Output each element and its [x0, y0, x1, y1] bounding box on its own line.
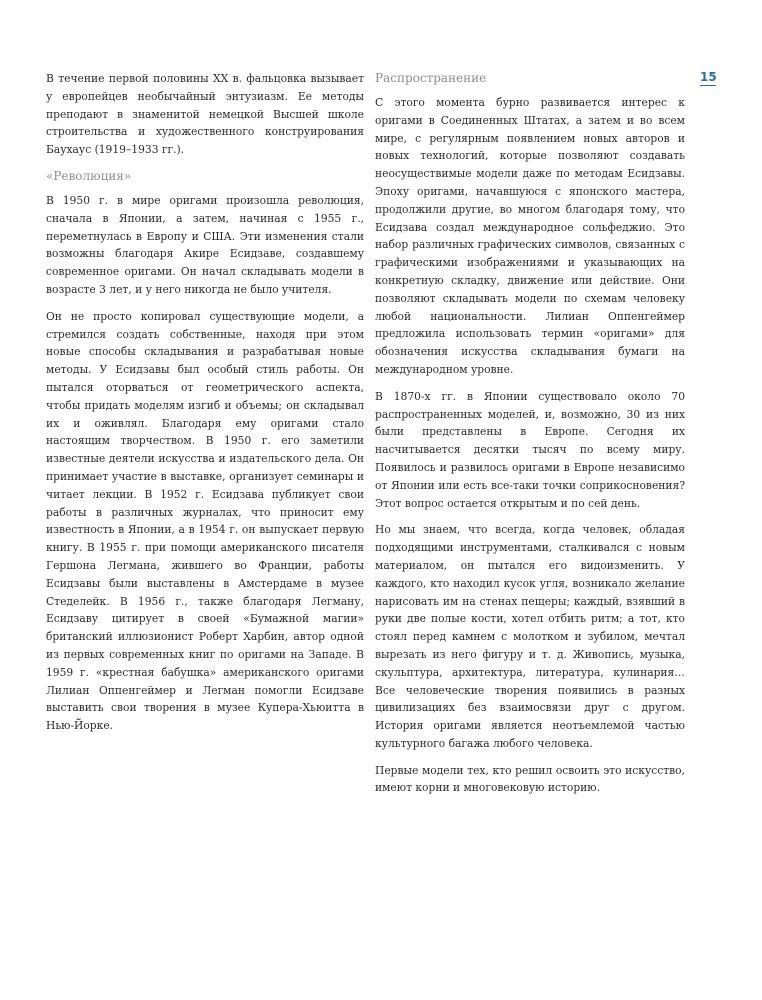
- paragraph: Первые модели тех, кто решил освоить это искусство, имеют корни и многовековую историю.: [375, 763, 685, 795]
- paragraph: С этого момента бурно развивается интерес к оригами в Соединенных Штатах, а затем и во всем мире, с регулярным появлением новых авторов и новых технологий, которые позволяют создавать неосуществимые модели даже по методам Есидзавы. Эпоху оригами, начавшуюся с японского мастера, продолжили другие, во многом благодаря тому, что Есидзава создал международное сольфеджио. Это набор различных графических символов, связанных с графическими изображениями и указывающих на конкретную складку, движение или действие. Они позволяют складывать модели по схемам человеку любой национальности. Лилиан Оппенгеймер предложила использовать термин «оригами» для обозначения искусства складывания бумаги на международном уровне.: [375, 96, 685, 376]
- section-heading-revolution: «Революция»: [46, 168, 132, 183]
- right-column: [375, 70, 685, 806]
- paragraph: В 1950 г. в мире оригами произошла революция, сначала в Японии, а затем, начиная с 1955 г., переметнулась в Европу и США. Эти изменения стали возможны благодаря Акире Есидзаве, создавшему современное оригами. Он начал складывать модели в возрасте 3 лет, и у него никогда не было учителя.: [46, 193, 364, 296]
- intro-paragraph: В течение первой половины XX в. фальцовка вызывает у европейцев необычайный энтузиазм. Ее методы преподают в знаменитой немецкой Высшей школе строительства и художественного конструирования Баухаус (1919–1933 гг.).: [46, 72, 364, 157]
- paragraph: В 1870-х гг. в Японии существовало около 70 распространенных моделей, и, возможно, 30 из них были представлены в Европе. Сегодня их насчитывается десятки тысяч по всему миру. Появилось и развилось оригами в Европе независимо от Японии или есть все-таки точки соприкосновения? Этот вопрос остается открытым и по сей день.: [375, 389, 685, 510]
- page-number: 15: [700, 70, 717, 84]
- left-column: [46, 70, 364, 744]
- paragraph: Но мы знаем, что всегда, когда человек, обладая подходящими инструментами, сталкивался с новым материалом, он пытался его видоизменить. У каждого, кто находил кусок угля, возникало желание нарисовать им на стенах пещеры; каждый, взявший в руки две полые кости, хотел отбить ритм; а тот, кто стоял перед камнем с молотком и зубилом, мечтал вырезать из него фигуру и т. д. Живопись, музыка, скульптура, архитектура, литература, кулинария… Все человеческие творения появились в разных цивилизациях без взаимосвязи друг с другом. История оригами является неотъемлемой частью культурного багажа любого человека.: [375, 523, 685, 750]
- section-heading-spread: Распространение: [375, 71, 487, 85]
- paragraph: Он не просто копировал существующие модели, а стремился создать собственные, находя при этом новые способы складывания и разрабатывая новые методы. У Есидзавы был особый стиль работы. Он пытался оторваться от геометрического аспекта, чтобы придать моделям изгиб и объемы; он складывал их и оживлял. Благодаря ему оригами стало настоящим творчеством. В 1950 г. его заметили известные деятели искусства и издательского дела. Он принимает участие в выставке, организует семинары и читает лекции. В 1952 г. Есидзава публикует свои работы в различных журналах, что приносит ему известность в Японии, а в 1954 г. он выпускает первую книгу. В 1955 г. при помощи американского писателя Гершона Легмана, жившего во Франции, работы Есидзавы были выставлены в Амстердаме в музее Стеделейк. В 1956 г., также благодаря Легману, Есидзаву цитирует в своей «Бумажной магии» британский иллюзионист Роберт Харбин, автор одной из первых современных книг по оригами на Западе. В 1959 г. «крестная бабушка» американского оригами Лилиан Оппенгеймер и Легман помогли Есидзаве выставить свои творения в музее Купера-Хьюитта в Нью-Йорке.: [46, 309, 364, 733]
